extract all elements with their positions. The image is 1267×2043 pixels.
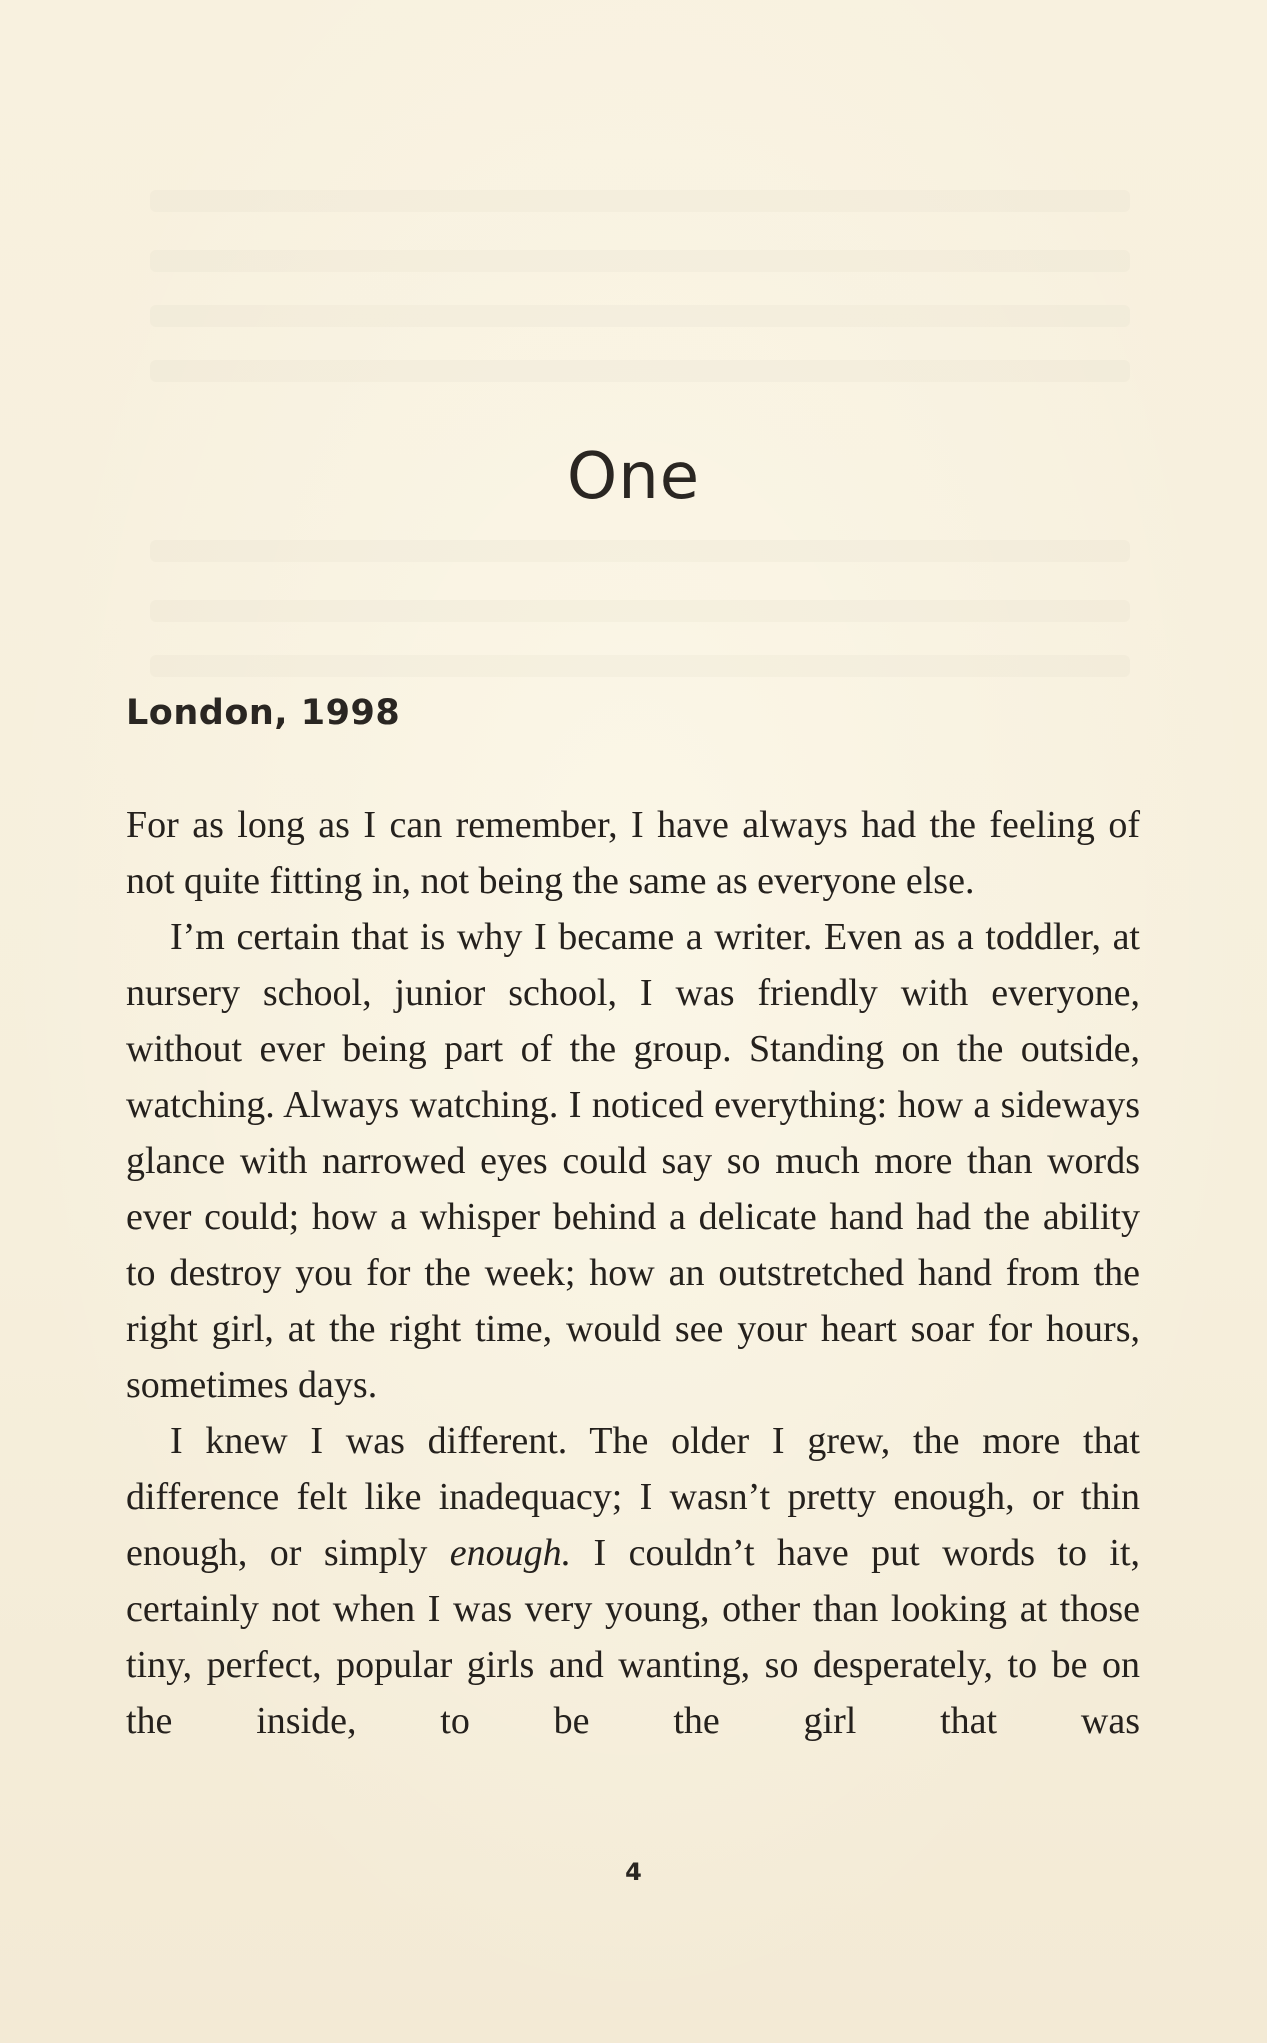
- paper-show-through: [150, 250, 1130, 272]
- page-number: 4: [625, 1858, 642, 1886]
- chapter-body: [126, 797, 1140, 1749]
- paper-show-through: [150, 190, 1130, 212]
- paper-show-through: [150, 360, 1130, 382]
- paragraph-3-text-a: I knew I was different. The older I grew, the more that difference felt like inadequacy; I wasn’t pretty enough, or thin enough, or simply: [126, 1420, 1140, 1574]
- paragraph-2: I’m certain that is why I became a writer. Even as a toddler, at nursery school, junior school, I was friendly with everyone, without ever being part of the group. Standing on the outside, watching. Always watching. I noticed everything: how a sideways glance with narrowed eyes could say so much more than words ever could; how a whisper behind a delicate hand had the ability to destroy you for the week; how an outstretched hand from the right girl, at the right time, would see your heart soar for hours, sometimes days.: [126, 916, 1140, 1406]
- paragraph-3: [126, 1413, 1140, 1749]
- paper-show-through: [150, 600, 1130, 622]
- paper-show-through: [150, 655, 1130, 677]
- place-date-heading: London, 1998: [126, 693, 401, 733]
- paragraph-1: For as long as I can remember, I have always had the feeling of not quite fitting in, not being the same as everyone else.: [126, 804, 1140, 902]
- paper-show-through: [150, 540, 1130, 562]
- chapter-title: One: [566, 440, 701, 514]
- paragraph-3-emphasis: enough.: [449, 1532, 572, 1574]
- paragraph-3-text-b: I couldn’t have put words to it, certainly not when I was very young, other than looking at those tiny, perfect, popular girls and wanting, so desperately, to be on the inside, to be the girl that was: [126, 1532, 1141, 1742]
- paper-show-through: [150, 305, 1130, 327]
